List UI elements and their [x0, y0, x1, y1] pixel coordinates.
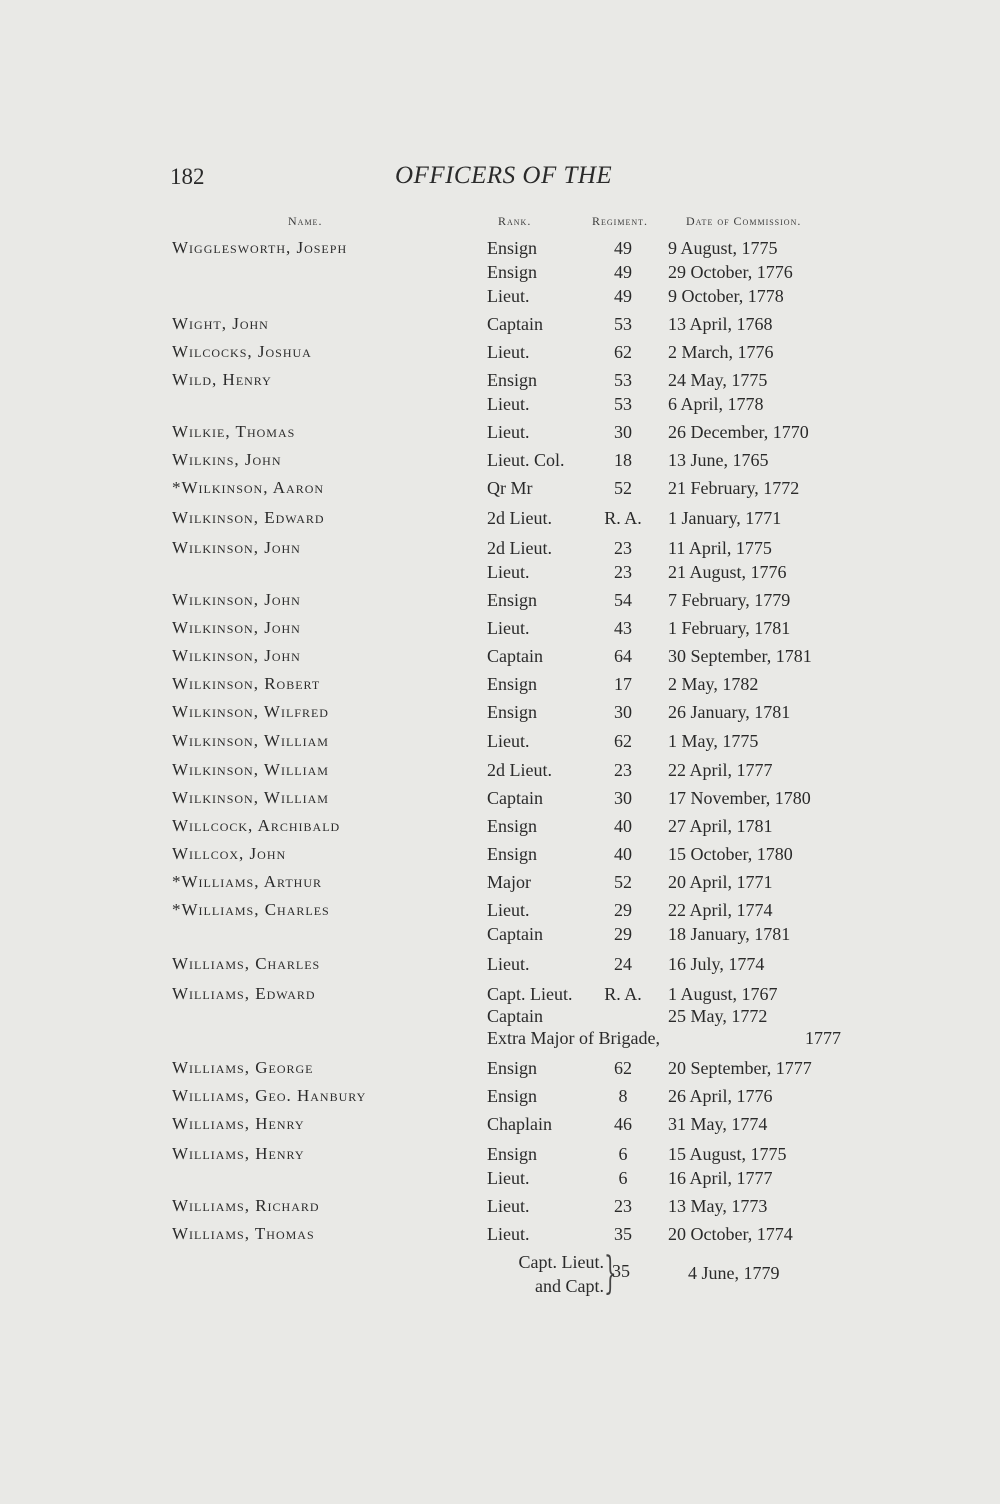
officer-regiment: 54	[614, 590, 632, 610]
commission-date: 13 April, 1768	[668, 314, 773, 334]
officer-regiment: 17	[614, 674, 632, 694]
officer-rank: Ensign	[487, 370, 538, 390]
officer-rank: Lieut. Col.	[487, 450, 565, 470]
officer-rank: Lieut.	[487, 1224, 530, 1244]
officer-rank: 2d Lieut.	[487, 760, 552, 780]
officer-rank: 2d Lieut.	[487, 508, 552, 528]
table-row	[0, 394, 1000, 420]
officer-regiment: 30	[614, 702, 632, 722]
officer-rank: Capt. Lieut.	[487, 984, 573, 1004]
brace-glyph: }	[604, 1248, 617, 1299]
commission-date: 16 April, 1777	[668, 1168, 773, 1188]
table-row	[0, 262, 1000, 288]
officer-name: Wilkinson, William	[172, 760, 329, 779]
commission-date: 18 January, 1781	[668, 924, 791, 944]
commission-date: 1 August, 1767	[668, 984, 778, 1004]
commission-date: 27 April, 1781	[668, 816, 773, 836]
officer-name: Wilkinson, Robert	[172, 674, 321, 693]
bracket-rank-line-1: Capt. Lieut.	[518, 1252, 604, 1272]
officer-name: Wilkinson, Wilfred	[172, 702, 329, 721]
commission-date: 26 April, 1776	[668, 1086, 773, 1106]
officer-regiment: 43	[614, 618, 632, 638]
commission-date: 22 April, 1774	[668, 900, 773, 920]
table-row	[0, 1196, 1000, 1222]
officer-rank: Ensign	[487, 262, 538, 282]
officer-rank: Captain	[487, 314, 543, 334]
table-row	[0, 508, 1000, 534]
table-row	[0, 314, 1000, 340]
table-row	[0, 844, 1000, 870]
commission-date: 30 September, 1781	[668, 646, 812, 666]
table-row	[0, 702, 1000, 728]
table-row	[0, 422, 1000, 448]
commission-date: 24 May, 1775	[668, 370, 768, 390]
officer-regiment: 18	[614, 450, 632, 470]
officer-name: Wigglesworth, Joseph	[172, 238, 348, 257]
officer-rank: Lieut.	[487, 286, 530, 306]
commission-date: 31 May, 1774	[668, 1114, 768, 1134]
commission-date: 2 March, 1776	[668, 342, 774, 362]
table-row	[0, 646, 1000, 672]
officer-name: Williams, Henry	[172, 1144, 305, 1163]
officer-name: *Wilkinson, Aaron	[172, 478, 325, 497]
table-row	[0, 1086, 1000, 1112]
officer-name: Wilkinson, William	[172, 788, 329, 807]
officer-name: Williams, Richard	[172, 1196, 320, 1215]
officer-rank: Ensign	[487, 238, 538, 258]
officer-regiment: 8	[618, 1086, 628, 1106]
extra-line-date: 1777	[805, 1028, 841, 1048]
officer-rank: Lieut.	[487, 1196, 530, 1216]
officer-rank: Lieut.	[487, 1168, 530, 1188]
table-row	[0, 900, 1000, 926]
officer-regiment: 35	[614, 1224, 632, 1244]
officer-rank: Lieut.	[487, 342, 530, 362]
officer-name: Williams, Charles	[172, 954, 321, 973]
table-row	[0, 450, 1000, 476]
table-row	[0, 1224, 1000, 1250]
officer-rank: Ensign	[487, 844, 538, 864]
table-row	[0, 816, 1000, 842]
table-row	[0, 618, 1000, 644]
officer-name: *Williams, Arthur	[172, 872, 322, 891]
commission-date: 9 October, 1778	[668, 286, 784, 306]
officer-name: Wilkinson, William	[172, 731, 329, 750]
bracket-date: 4 June, 1779	[688, 1263, 780, 1283]
commission-date: 13 June, 1765	[668, 450, 769, 470]
commission-date: 29 October, 1776	[668, 262, 793, 282]
table-row	[0, 872, 1000, 898]
officer-regiment: 52	[614, 478, 632, 498]
table-row	[0, 731, 1000, 757]
officer-rank: Ensign	[487, 1058, 538, 1078]
commission-date: 20 April, 1771	[668, 872, 773, 892]
table-row	[0, 1144, 1000, 1170]
commission-date: 6 April, 1778	[668, 394, 764, 414]
officer-rank: Ensign	[487, 816, 538, 836]
column-header-regiment: Regiment.	[592, 214, 648, 228]
officer-name: Wilkinson, John	[172, 590, 301, 609]
commission-date: 1 May, 1775	[668, 731, 759, 751]
commission-date: 22 April, 1777	[668, 760, 773, 780]
table-row	[0, 674, 1000, 700]
officer-rank: Lieut.	[487, 562, 530, 582]
officer-name: Wilkinson, John	[172, 618, 301, 637]
officer-name: Wilkins, John	[172, 450, 282, 469]
officer-regiment: 29	[614, 900, 632, 920]
commission-date: 21 August, 1776	[668, 562, 787, 582]
officer-regiment: 30	[614, 788, 632, 808]
officer-regiment: 53	[614, 370, 632, 390]
table-row	[0, 562, 1000, 588]
commission-date: 26 December, 1770	[668, 422, 809, 442]
officer-regiment: 30	[614, 422, 632, 442]
officer-regiment: 23	[614, 1196, 632, 1216]
officer-regiment: 62	[614, 342, 632, 362]
commission-date: 15 October, 1780	[668, 844, 793, 864]
column-header-rank: Rank.	[498, 214, 532, 228]
officer-name: Willcock, Archibald	[172, 816, 341, 835]
officer-regiment: 24	[614, 954, 632, 974]
table-row	[0, 478, 1000, 504]
officer-regiment: 64	[614, 646, 632, 666]
table-row	[0, 788, 1000, 814]
officer-rank: Major	[487, 872, 531, 892]
commission-date: 16 July, 1774	[668, 954, 765, 974]
officer-regiment: 49	[614, 262, 632, 282]
officer-regiment: 46	[614, 1114, 632, 1134]
officer-regiment: 62	[614, 731, 632, 751]
commission-date: 20 October, 1774	[668, 1224, 793, 1244]
table-row	[0, 538, 1000, 564]
officer-rank: Ensign	[487, 702, 538, 722]
extra-line-text: Extra Major of Brigade,	[487, 1028, 660, 1048]
commission-date: 11 April, 1775	[668, 538, 772, 558]
officer-regiment: 40	[614, 816, 632, 836]
officer-regiment: 49	[614, 286, 632, 306]
table-row	[0, 590, 1000, 616]
officer-name: Willcox, John	[172, 844, 287, 863]
bracket-regiment: 35	[612, 1261, 630, 1281]
table-row	[0, 1168, 1000, 1194]
commission-date: 1 January, 1771	[668, 508, 782, 528]
page-number: 182	[170, 164, 205, 189]
commission-date: 25 May, 1772	[668, 1006, 768, 1026]
officer-name: Wilkinson, Edward	[172, 508, 325, 527]
officer-regiment: 29	[614, 924, 632, 944]
commission-date: 20 September, 1777	[668, 1058, 812, 1078]
officer-name: Williams, Geo. Hanbury	[172, 1086, 367, 1105]
table-row	[0, 370, 1000, 396]
officer-regiment: 23	[614, 760, 632, 780]
officer-rank: 2d Lieut.	[487, 538, 552, 558]
officer-name: Wilkinson, John	[172, 646, 301, 665]
commission-date: 26 January, 1781	[668, 702, 791, 722]
officer-rank: Captain	[487, 924, 543, 944]
officer-rank: Lieut.	[487, 954, 530, 974]
officer-regiment: 49	[614, 238, 632, 258]
officer-rank: Ensign	[487, 1086, 538, 1106]
table-row	[0, 1114, 1000, 1140]
table-row	[0, 1058, 1000, 1084]
table-row	[0, 286, 1000, 312]
table-row	[0, 954, 1000, 980]
commission-date: 1 February, 1781	[668, 618, 791, 638]
officer-rank: Qr Mr	[487, 478, 533, 498]
table-row	[0, 760, 1000, 786]
officer-rank: Ensign	[487, 674, 538, 694]
officer-rank: Ensign	[487, 590, 538, 610]
officer-regiment: 53	[614, 394, 632, 414]
commission-date: 21 February, 1772	[668, 478, 800, 498]
officer-regiment: R. A.	[604, 984, 642, 1004]
officer-name: Wilkie, Thomas	[172, 422, 296, 441]
commission-date: 9 August, 1775	[668, 238, 778, 258]
officer-regiment: R. A.	[604, 508, 642, 528]
officer-name: Wild, Henry	[172, 370, 272, 389]
officer-name: Wilcocks, Joshua	[172, 342, 312, 361]
officer-rank: Chaplain	[487, 1114, 552, 1134]
officer-rank: Lieut.	[487, 394, 530, 414]
officer-name: Williams, George	[172, 1058, 314, 1077]
officer-regiment: 53	[614, 314, 632, 334]
officer-regiment: 40	[614, 844, 632, 864]
officer-rank: Lieut.	[487, 731, 530, 751]
officer-regiment: 6	[618, 1144, 628, 1164]
column-header-date: Date of Commission.	[686, 214, 802, 228]
officer-regiment: 52	[614, 872, 632, 892]
bracket-rank-line-2: and Capt.	[535, 1276, 604, 1296]
officer-rank: Lieut.	[487, 618, 530, 638]
running-head: OFFICERS OF THE	[395, 162, 613, 189]
officer-name: *Williams, Charles	[172, 900, 330, 919]
officer-regiment: 23	[614, 562, 632, 582]
bracket-rank	[484, 1250, 604, 1298]
officer-name: Wight, John	[172, 314, 269, 333]
officer-rank: Captain	[487, 646, 543, 666]
table-row	[0, 924, 1000, 950]
commission-date: 15 August, 1775	[668, 1144, 787, 1164]
commission-date: 17 November, 1780	[668, 788, 811, 808]
officer-rank: Lieut.	[487, 422, 530, 442]
column-header-name: Name.	[288, 214, 323, 228]
table-row	[0, 238, 1000, 264]
commission-date: 7 February, 1779	[668, 590, 791, 610]
officer-regiment: 6	[618, 1168, 628, 1188]
commission-date: 13 May, 1773	[668, 1196, 768, 1216]
officer-rank: Captain	[487, 1006, 543, 1026]
officer-name: Williams, Henry	[172, 1114, 305, 1133]
extra-line	[0, 1028, 1000, 1054]
officer-rank: Captain	[487, 788, 543, 808]
commission-date: 2 May, 1782	[668, 674, 759, 694]
officer-name: Wilkinson, John	[172, 538, 301, 557]
table-row	[0, 342, 1000, 368]
officer-regiment: 62	[614, 1058, 632, 1078]
officer-regiment: 23	[614, 538, 632, 558]
officer-name: Williams, Thomas	[172, 1224, 315, 1243]
officer-rank: Lieut.	[487, 900, 530, 920]
officer-rank: Ensign	[487, 1144, 538, 1164]
officer-name: Williams, Edward	[172, 984, 316, 1003]
